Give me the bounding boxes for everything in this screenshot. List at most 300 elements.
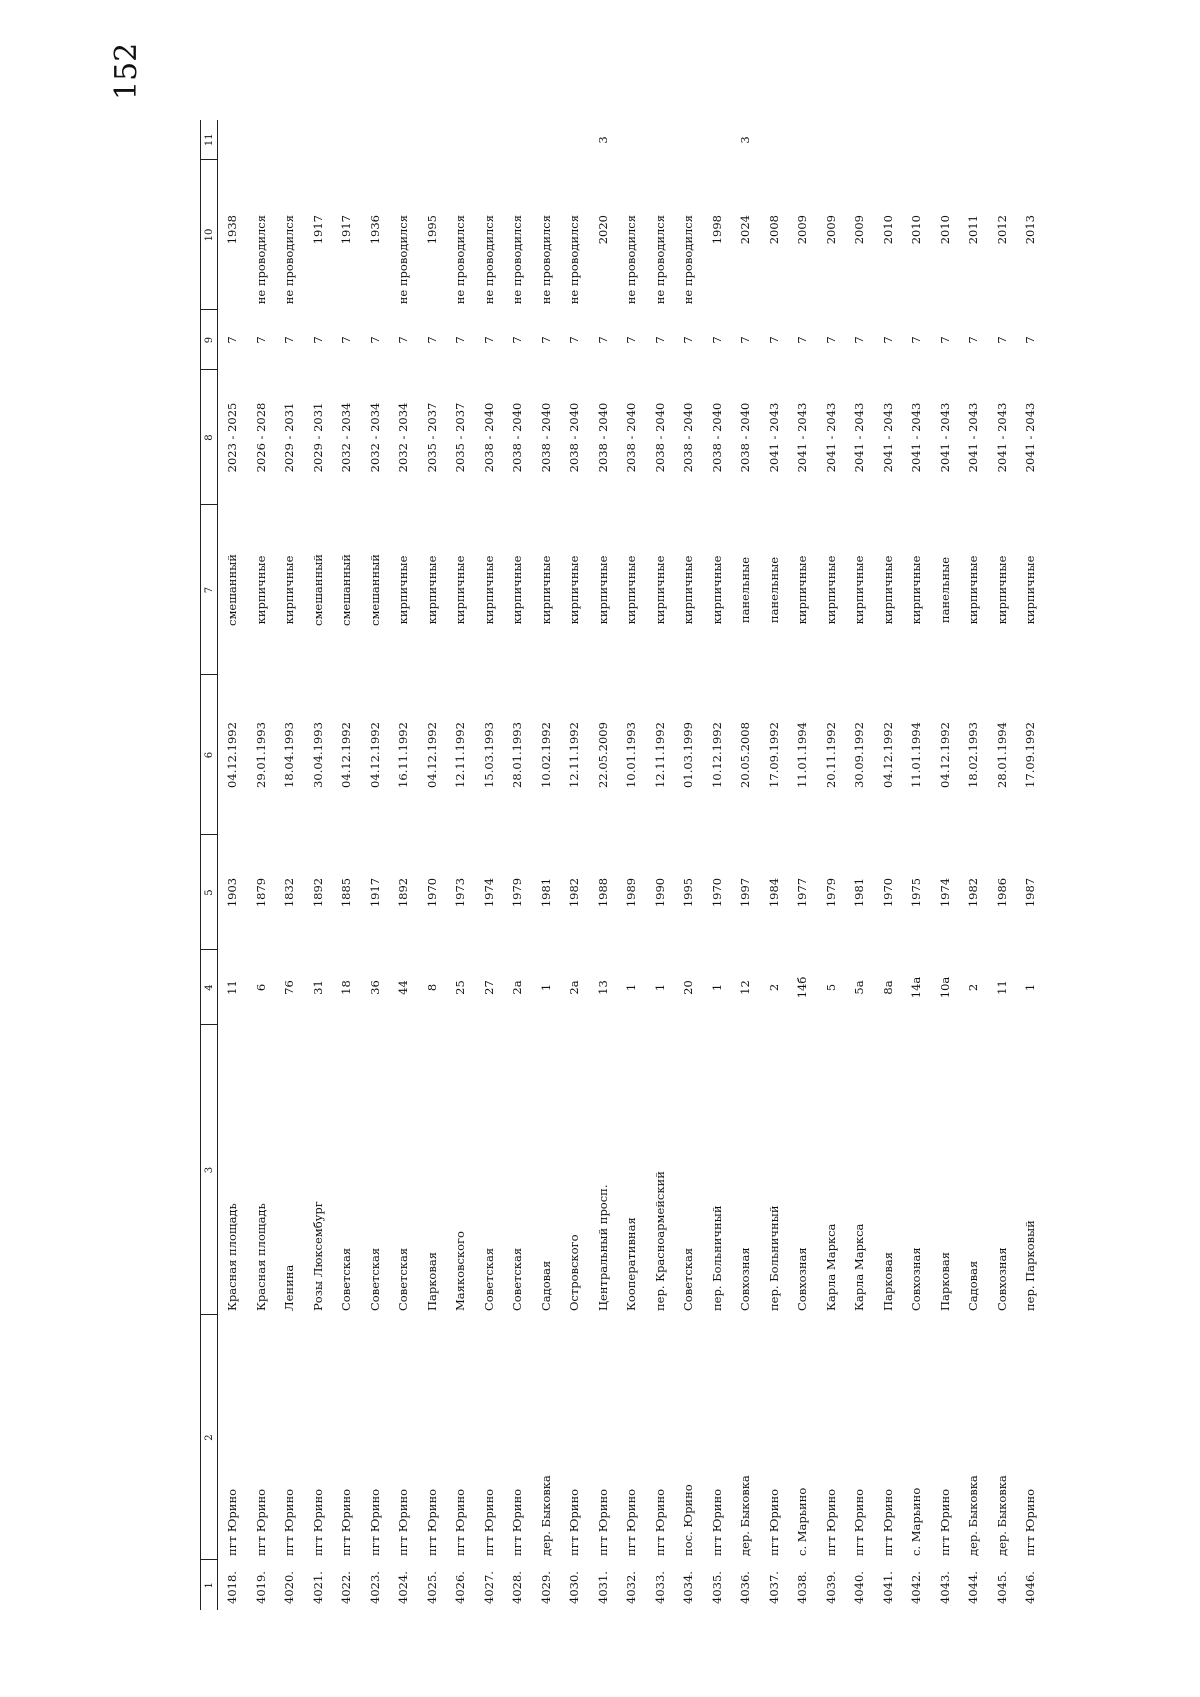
table-row xyxy=(959,120,988,1610)
locality-cell: пгт Юрино xyxy=(567,1488,582,1556)
registration-date-cell: 12.11.1992 xyxy=(567,722,582,788)
registration-date-cell: 10.01.1993 xyxy=(624,722,639,788)
street-cell: Островского xyxy=(567,1234,582,1311)
registration-date-cell: 20.11.1992 xyxy=(823,722,838,788)
registration-date-cell: 18.02.1993 xyxy=(966,722,981,788)
locality-cell: дер. Быковка xyxy=(738,1475,753,1556)
registration-date-cell: 04.12.1992 xyxy=(880,722,895,788)
table-row xyxy=(446,120,475,1610)
repair-period-cell: 2029 - 2031 xyxy=(310,402,325,473)
table-row xyxy=(703,120,732,1610)
wall-material-cell: кирпичные xyxy=(652,555,667,625)
table-row xyxy=(988,120,1017,1610)
service-life-cell: 7 xyxy=(225,336,240,344)
street-cell: Ленина xyxy=(282,1264,297,1311)
house-number-cell: 1 xyxy=(538,983,553,992)
locality-cell: дер. Быковка xyxy=(966,1475,981,1556)
wall-material-cell: кирпичные xyxy=(538,555,553,625)
repair-period-cell: 2041 - 2043 xyxy=(795,402,810,473)
build-year-cell: 1989 xyxy=(624,877,639,908)
table-body xyxy=(218,120,1045,1610)
service-life-cell: 7 xyxy=(1023,336,1038,344)
last-repair-year-cell: 2010 xyxy=(937,215,952,245)
locality-cell: пгт Юрино xyxy=(624,1488,639,1556)
service-life-cell: 7 xyxy=(738,336,753,344)
locality-cell: пгт Юрино xyxy=(937,1488,952,1556)
last-repair-year-cell: 2012 xyxy=(994,215,1009,245)
house-number-cell: 36 xyxy=(367,980,382,995)
note-cell: 3 xyxy=(595,136,610,144)
registration-date-cell: 28.01.1994 xyxy=(994,722,1009,788)
note-cell xyxy=(845,120,874,160)
repair-period-cell: 2035 - 2037 xyxy=(424,402,439,473)
locality-cell: пгт Юрино xyxy=(652,1488,667,1556)
row-number-cell: 4037. xyxy=(766,1571,781,1604)
wall-material-cell: смешанный xyxy=(367,554,382,626)
repair-period-cell: 2038 - 2040 xyxy=(567,402,582,473)
house-number-cell: 5 xyxy=(823,983,838,992)
street-cell: пер. Больничный xyxy=(766,1205,781,1311)
wall-material-cell: кирпичные xyxy=(253,555,268,625)
row-number-cell: 4039. xyxy=(823,1571,838,1604)
build-year-cell: 1974 xyxy=(937,877,952,908)
build-year-cell: 1974 xyxy=(481,877,496,908)
street-cell: Красная площадь xyxy=(225,1203,240,1311)
house-number-cell: 5а xyxy=(852,980,867,995)
locality-cell: пгт Юрино xyxy=(510,1488,525,1556)
street-cell: Маяковского xyxy=(453,1231,468,1311)
locality-cell: пгт Юрино xyxy=(880,1488,895,1556)
repair-period-cell: 2038 - 2040 xyxy=(510,402,525,473)
build-year-cell: 1975 xyxy=(909,877,924,908)
wall-material-cell: кирпичные xyxy=(282,555,297,625)
street-cell: Парковая xyxy=(880,1252,895,1311)
column-header: 1 xyxy=(201,1560,218,1610)
service-life-cell: 7 xyxy=(595,336,610,344)
registration-date-cell: 10.02.1992 xyxy=(538,722,553,788)
street-cell: Советская xyxy=(367,1247,382,1311)
wall-material-cell: кирпичные xyxy=(909,555,924,625)
table-row xyxy=(874,120,903,1610)
locality-cell: пгт Юрино xyxy=(253,1488,268,1556)
last-repair-year-cell: 1938 xyxy=(225,215,240,245)
house-number-cell: 10а xyxy=(937,976,952,999)
repair-period-cell: 2041 - 2043 xyxy=(852,402,867,473)
build-year-cell: 1982 xyxy=(567,877,582,908)
note-cell xyxy=(902,120,931,160)
registration-date-cell: 15.03.1993 xyxy=(481,722,496,788)
column-header: 4 xyxy=(201,950,218,1025)
wall-material-cell: кирпичные xyxy=(795,555,810,625)
locality-cell: пгт Юрино xyxy=(367,1488,382,1556)
street-cell: Кооперативная xyxy=(624,1217,639,1311)
locality-cell: пгт Юрино xyxy=(453,1488,468,1556)
table-row xyxy=(275,120,304,1610)
repair-period-cell: 2041 - 2043 xyxy=(937,402,952,473)
registration-date-cell: 29.01.1993 xyxy=(253,722,268,788)
column-header: 5 xyxy=(201,835,218,950)
row-number-cell: 4038. xyxy=(795,1571,810,1604)
house-number-cell: 20 xyxy=(681,980,696,995)
table-row xyxy=(218,120,247,1610)
wall-material-cell: смешанный xyxy=(339,554,354,626)
street-cell: Совхозная xyxy=(738,1247,753,1311)
locality-cell: дер. Быковка xyxy=(994,1475,1009,1556)
street-cell: Советская xyxy=(339,1247,354,1311)
wall-material-cell: панельные xyxy=(766,556,781,624)
service-life-cell: 7 xyxy=(624,336,639,344)
street-cell: Центральный просп. xyxy=(595,1184,610,1311)
table-row xyxy=(532,120,561,1610)
service-life-cell: 7 xyxy=(966,336,981,344)
registration-date-cell: 17.09.1992 xyxy=(1023,722,1038,788)
service-life-cell: 7 xyxy=(538,336,553,344)
wall-material-cell: кирпичные xyxy=(624,555,639,625)
street-cell: Красная площадь xyxy=(253,1203,268,1311)
locality-cell: пгт Юрино xyxy=(766,1488,781,1556)
street-cell: Совхозная xyxy=(795,1247,810,1311)
service-life-cell: 7 xyxy=(795,336,810,344)
table-row xyxy=(845,120,874,1610)
service-life-cell: 7 xyxy=(339,336,354,344)
last-repair-year-cell: не проводился xyxy=(396,215,411,305)
repair-period-cell: 2038 - 2040 xyxy=(538,402,553,473)
wall-material-cell: кирпичные xyxy=(510,555,525,625)
build-year-cell: 1990 xyxy=(652,877,667,908)
service-life-cell: 7 xyxy=(766,336,781,344)
locality-cell: пгт Юрино xyxy=(310,1488,325,1556)
locality-cell: пгт Юрино xyxy=(823,1488,838,1556)
row-number-cell: 4042. xyxy=(909,1571,924,1604)
service-life-cell: 7 xyxy=(681,336,696,344)
last-repair-year-cell: не проводился xyxy=(282,215,297,305)
registration-date-cell: 04.12.1992 xyxy=(937,722,952,788)
wall-material-cell: кирпичные xyxy=(994,555,1009,625)
last-repair-year-cell: 2009 xyxy=(795,215,810,245)
street-cell: Садовая xyxy=(966,1260,981,1311)
repair-period-cell: 2041 - 2043 xyxy=(1023,402,1038,473)
house-number-cell: 2а xyxy=(510,980,525,995)
house-number-cell: 8а xyxy=(880,980,895,995)
locality-cell: пгт Юрино xyxy=(595,1488,610,1556)
registration-date-cell: 04.12.1992 xyxy=(339,722,354,788)
repair-period-cell: 2032 - 2034 xyxy=(367,402,382,473)
row-number-cell: 4029. xyxy=(538,1571,553,1604)
row-number-cell: 4046. xyxy=(1023,1571,1038,1604)
street-cell: Парковая xyxy=(937,1252,952,1311)
repair-period-cell: 2038 - 2040 xyxy=(681,402,696,473)
table-row xyxy=(247,120,276,1610)
last-repair-year-cell: не проводился xyxy=(453,215,468,305)
row-number-cell: 4032. xyxy=(624,1571,639,1604)
registration-date-cell: 30.04.1993 xyxy=(310,722,325,788)
house-number-cell: 11 xyxy=(994,980,1009,995)
locality-cell: пгт Юрино xyxy=(225,1488,240,1556)
locality-cell: с. Марьино xyxy=(909,1487,924,1556)
registration-date-cell: 04.12.1992 xyxy=(225,722,240,788)
wall-material-cell: кирпичные xyxy=(481,555,496,625)
service-life-cell: 7 xyxy=(823,336,838,344)
locality-cell: пгт Юрино xyxy=(709,1488,724,1556)
table-row xyxy=(304,120,333,1610)
note-cell xyxy=(275,120,304,160)
table-row xyxy=(617,120,646,1610)
service-life-cell: 7 xyxy=(994,336,1009,344)
wall-material-cell: панельные xyxy=(738,556,753,624)
last-repair-year-cell: 2008 xyxy=(766,215,781,245)
row-number-cell: 4025. xyxy=(424,1571,439,1604)
table-row xyxy=(760,120,789,1610)
last-repair-year-cell: не проводился xyxy=(624,215,639,305)
service-life-cell: 7 xyxy=(282,336,297,344)
wall-material-cell: кирпичные xyxy=(396,555,411,625)
row-number-cell: 4023. xyxy=(367,1571,382,1604)
locality-cell: пгт Юрино xyxy=(396,1488,411,1556)
table-row xyxy=(674,120,703,1610)
last-repair-year-cell: 2020 xyxy=(595,215,610,245)
last-repair-year-cell: не проводился xyxy=(681,215,696,305)
housing-table xyxy=(200,120,1045,1610)
wall-material-cell: кирпичные xyxy=(823,555,838,625)
repair-period-cell: 2041 - 2043 xyxy=(823,402,838,473)
locality-cell: пос. Юрино xyxy=(681,1484,696,1556)
column-header: 6 xyxy=(201,675,218,835)
service-life-cell: 7 xyxy=(367,336,382,344)
table-row xyxy=(589,120,618,1610)
repair-period-cell: 2038 - 2040 xyxy=(481,402,496,473)
table-row xyxy=(731,120,760,1610)
house-number-cell: 2 xyxy=(766,983,781,992)
registration-date-cell: 10.12.1992 xyxy=(709,722,724,788)
build-year-cell: 1970 xyxy=(709,877,724,908)
street-cell: Совхозная xyxy=(994,1247,1009,1311)
build-year-cell: 1979 xyxy=(510,877,525,908)
column-header: 10 xyxy=(201,160,218,310)
build-year-cell: 1892 xyxy=(396,877,411,908)
service-life-cell: 7 xyxy=(709,336,724,344)
table-row xyxy=(560,120,589,1610)
build-year-cell: 1987 xyxy=(1023,877,1038,908)
service-life-cell: 7 xyxy=(424,336,439,344)
street-cell: Карла Маркса xyxy=(823,1223,838,1311)
build-year-cell: 1997 xyxy=(738,877,753,908)
repair-period-cell: 2032 - 2034 xyxy=(339,402,354,473)
service-life-cell: 7 xyxy=(253,336,268,344)
locality-cell: пгт Юрино xyxy=(282,1488,297,1556)
row-number-cell: 4034. xyxy=(681,1571,696,1604)
note-cell xyxy=(617,120,646,160)
wall-material-cell: смешанный xyxy=(225,554,240,626)
house-number-cell: 44 xyxy=(396,980,411,995)
column-header: 7 xyxy=(201,505,218,675)
note-cell xyxy=(931,120,960,160)
table-row xyxy=(788,120,817,1610)
row-number-cell: 4024. xyxy=(396,1571,411,1604)
house-number-cell: 11 xyxy=(225,980,240,995)
table-row xyxy=(389,120,418,1610)
build-year-cell: 1981 xyxy=(538,877,553,908)
note-cell xyxy=(332,120,361,160)
row-number-cell: 4045. xyxy=(994,1571,1009,1604)
repair-period-cell: 2038 - 2040 xyxy=(709,402,724,473)
last-repair-year-cell: 2009 xyxy=(823,215,838,245)
table-row xyxy=(817,120,846,1610)
last-repair-year-cell: 2009 xyxy=(852,215,867,245)
row-number-cell: 4033. xyxy=(652,1571,667,1604)
registration-date-cell: 17.09.1992 xyxy=(766,722,781,788)
last-repair-year-cell: 1936 xyxy=(367,215,382,245)
street-cell: Советская xyxy=(396,1247,411,1311)
build-year-cell: 1917 xyxy=(367,877,382,908)
locality-cell: пгт Юрино xyxy=(852,1488,867,1556)
registration-date-cell: 01.03.1999 xyxy=(681,722,696,788)
street-cell: пер. Красноармейский xyxy=(652,1171,667,1311)
repair-period-cell: 2038 - 2040 xyxy=(624,402,639,473)
last-repair-year-cell: не проводился xyxy=(510,215,525,305)
table-row xyxy=(931,120,960,1610)
registration-date-cell: 11.01.1994 xyxy=(909,722,924,788)
repair-period-cell: 2038 - 2040 xyxy=(738,402,753,473)
street-cell: Парковая xyxy=(424,1252,439,1311)
build-year-cell: 1977 xyxy=(795,877,810,908)
note-cell xyxy=(532,120,561,160)
street-cell: пер. Парковый xyxy=(1023,1220,1038,1311)
wall-material-cell: кирпичные xyxy=(852,555,867,625)
last-repair-year-cell: 1917 xyxy=(310,215,325,245)
repair-period-cell: 2026 - 2028 xyxy=(253,402,268,473)
house-number-cell: 2 xyxy=(966,983,981,992)
table-row xyxy=(1016,120,1045,1610)
note-cell xyxy=(304,120,333,160)
column-header: 3 xyxy=(201,1025,218,1315)
wall-material-cell: кирпичные xyxy=(880,555,895,625)
build-year-cell: 1970 xyxy=(880,877,895,908)
row-number-cell: 4027. xyxy=(481,1571,496,1604)
build-year-cell: 1986 xyxy=(994,877,1009,908)
street-cell: Советская xyxy=(510,1247,525,1311)
house-number-cell: 27 xyxy=(481,980,496,995)
last-repair-year-cell: 2024 xyxy=(738,215,753,245)
wall-material-cell: кирпичные xyxy=(966,555,981,625)
note-cell xyxy=(646,120,675,160)
registration-date-cell: 20.05.2008 xyxy=(738,722,753,788)
page-number: 152 xyxy=(109,42,144,100)
repair-period-cell: 2038 - 2040 xyxy=(652,402,667,473)
last-repair-year-cell: 1917 xyxy=(339,215,354,245)
last-repair-year-cell: 2010 xyxy=(909,215,924,245)
street-cell: Садовая xyxy=(538,1260,553,1311)
wall-material-cell: кирпичные xyxy=(453,555,468,625)
build-year-cell: 1903 xyxy=(225,877,240,908)
registration-date-cell: 16.11.1992 xyxy=(396,722,411,788)
note-cell xyxy=(218,120,247,160)
build-year-cell: 1982 xyxy=(966,877,981,908)
street-cell: Розы Люксембург xyxy=(310,1201,325,1311)
wall-material-cell: кирпичные xyxy=(567,555,582,625)
service-life-cell: 7 xyxy=(909,336,924,344)
build-year-cell: 1995 xyxy=(681,877,696,908)
service-life-cell: 7 xyxy=(453,336,468,344)
service-life-cell: 7 xyxy=(510,336,525,344)
locality-cell: пгт Юрино xyxy=(1023,1488,1038,1556)
row-number-cell: 4035. xyxy=(709,1571,724,1604)
registration-date-cell: 11.01.1994 xyxy=(795,722,810,788)
build-year-cell: 1984 xyxy=(766,877,781,908)
registration-date-cell: 22.05.2009 xyxy=(595,722,610,788)
repair-period-cell: 2041 - 2043 xyxy=(880,402,895,473)
build-year-cell: 1988 xyxy=(595,877,610,908)
note-cell xyxy=(560,120,589,160)
note-cell: 3 xyxy=(738,136,753,144)
build-year-cell: 1892 xyxy=(310,877,325,908)
registration-date-cell: 12.11.1992 xyxy=(453,722,468,788)
column-header: 2 xyxy=(201,1315,218,1560)
table-row xyxy=(332,120,361,1610)
house-number-cell: 6 xyxy=(253,983,268,992)
house-number-cell: 18 xyxy=(339,980,354,995)
street-cell: Советская xyxy=(481,1247,496,1311)
last-repair-year-cell: не проводился xyxy=(652,215,667,305)
build-year-cell: 1970 xyxy=(424,877,439,908)
wall-material-cell: кирпичные xyxy=(424,555,439,625)
house-number-cell: 14а xyxy=(909,976,924,999)
row-number-cell: 4021. xyxy=(310,1571,325,1604)
house-number-cell: 1 xyxy=(624,983,639,992)
wall-material-cell: смешанный xyxy=(310,554,325,626)
row-number-cell: 4028. xyxy=(510,1571,525,1604)
repair-period-cell: 2041 - 2043 xyxy=(966,402,981,473)
service-life-cell: 7 xyxy=(852,336,867,344)
table-row xyxy=(503,120,532,1610)
row-number-cell: 4018. xyxy=(225,1571,240,1604)
house-number-cell: 31 xyxy=(310,980,325,995)
build-year-cell: 1981 xyxy=(852,877,867,908)
last-repair-year-cell: 2013 xyxy=(1023,215,1038,245)
table-row xyxy=(418,120,447,1610)
note-cell xyxy=(361,120,390,160)
table-header-row xyxy=(201,120,218,1610)
repair-period-cell: 2041 - 2043 xyxy=(909,402,924,473)
column-header: 9 xyxy=(201,310,218,370)
house-number-cell: 13 xyxy=(595,980,610,995)
registration-date-cell: 18.04.1993 xyxy=(282,722,297,788)
wall-material-cell: кирпичные xyxy=(709,555,724,625)
last-repair-year-cell: 1998 xyxy=(709,215,724,245)
note-cell xyxy=(503,120,532,160)
row-number-cell: 4022. xyxy=(339,1571,354,1604)
service-life-cell: 7 xyxy=(396,336,411,344)
registration-date-cell: 04.12.1992 xyxy=(367,722,382,788)
service-life-cell: 7 xyxy=(880,336,895,344)
note-cell xyxy=(446,120,475,160)
row-number-cell: 4031. xyxy=(595,1571,610,1604)
wall-material-cell: кирпичные xyxy=(681,555,696,625)
repair-period-cell: 2041 - 2043 xyxy=(766,402,781,473)
house-number-cell: 12 xyxy=(738,980,753,995)
locality-cell: с. Марьино xyxy=(795,1487,810,1556)
locality-cell: пгт Юрино xyxy=(481,1488,496,1556)
service-life-cell: 7 xyxy=(567,336,582,344)
registration-date-cell: 12.11.1992 xyxy=(652,722,667,788)
note-cell xyxy=(389,120,418,160)
street-cell: Карла Маркса xyxy=(852,1223,867,1311)
note-cell xyxy=(760,120,789,160)
last-repair-year-cell: не проводился xyxy=(538,215,553,305)
row-number-cell: 4043. xyxy=(937,1571,952,1604)
locality-cell: пгт Юрино xyxy=(424,1488,439,1556)
note-cell xyxy=(874,120,903,160)
last-repair-year-cell: не проводился xyxy=(481,215,496,305)
